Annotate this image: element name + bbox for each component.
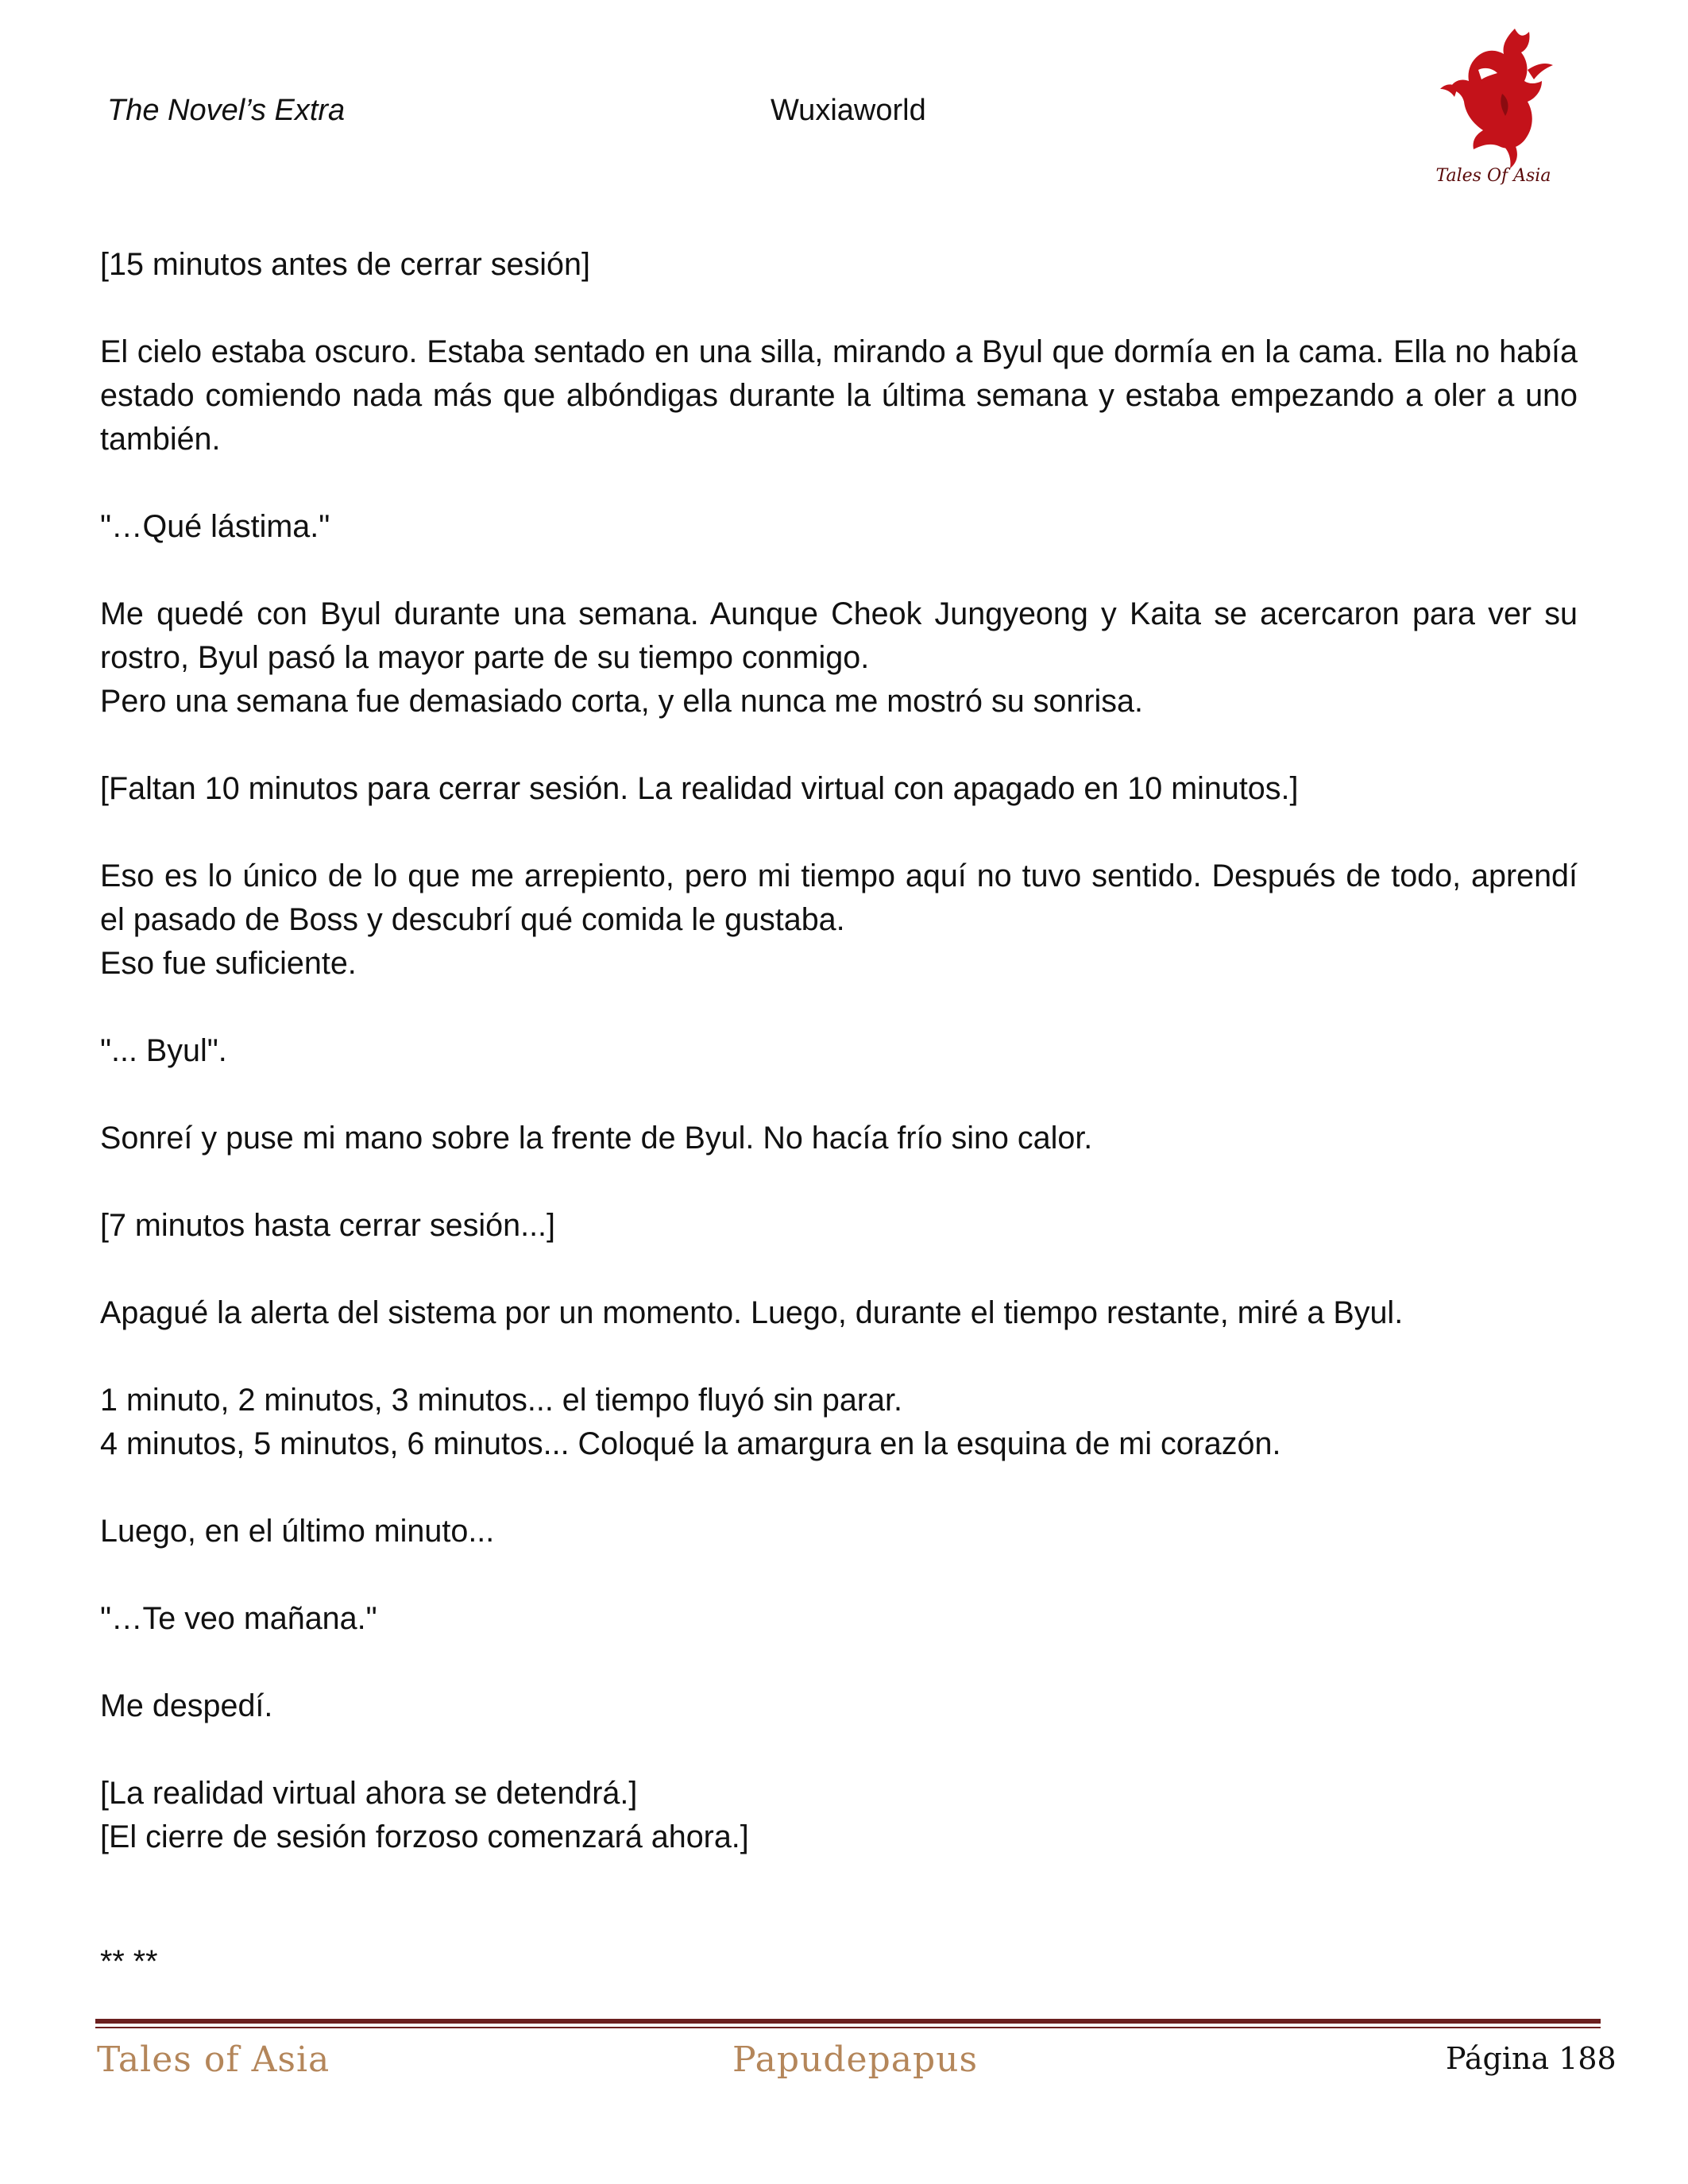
paragraph: [100, 1510, 1578, 1553]
paragraph: [100, 1597, 1578, 1641]
paragraph-line: Pero una semana fue demasiado corta, y ella nunca me mostró su sonrisa.: [100, 684, 1143, 719]
paragraph-line: Eso fue suficiente.: [100, 946, 357, 981]
paragraph: [100, 1684, 1578, 1728]
paragraph-line: 1 minuto, 2 minutos, 3 minutos... el tiempo fluyó sin parar.: [100, 1383, 902, 1418]
paragraph: [100, 1029, 1578, 1073]
paragraph: [100, 592, 1586, 723]
paragraph-line: Apagué la alerta del sistema por un momento. Luego, durante el tiempo restante, miré a Byul.: [100, 1295, 1404, 1330]
paragraph: [100, 1117, 1578, 1160]
paragraph-line: Me despedí.: [100, 1688, 273, 1723]
paragraph-line: "... Byul".: [100, 1033, 227, 1068]
chapter-body: [100, 243, 1586, 1903]
footer-translator: Papudepapus: [732, 2039, 979, 2080]
paragraph-line: [La realidad virtual ahora se detendrá.]: [100, 1776, 638, 1811]
page-number: Página 188: [1446, 2041, 1617, 2076]
paragraph-line: Eso es lo único de lo que me arrepiento, pero mi tiempo aquí no tuvo sentido. Después de todo, aprendí el pasado de Boss y descubrí qué comida le gustaba.: [100, 859, 1586, 937]
paragraph-line: "…Te veo mañana.": [100, 1601, 377, 1636]
logo-text: Tales Of Asia: [1435, 166, 1551, 186]
paragraph: [100, 243, 1578, 287]
paragraph-line: [El cierre de sesión forzoso comenzará ahora.]: [100, 1819, 749, 1854]
tales-of-asia-logo: [1426, 22, 1561, 189]
paragraph: [100, 1291, 1578, 1335]
paragraph-line: Me quedé con Byul durante una semana. Aunque Cheok Jungyeong y Kaita se acercaron para ver su rostro, Byul pasó la mayor parte de su tiempo conmigo.: [100, 596, 1586, 675]
paragraph-line: 4 minutos, 5 minutos, 6 minutos... Coloqué la amargura en la esquina de mi corazón.: [100, 1426, 1281, 1461]
section-separator: ** **: [100, 1944, 158, 1979]
paragraph: [100, 330, 1586, 461]
paragraph-line: Sonreí y puse mi mano sobre la frente de Byul. No hacía frío sino calor.: [100, 1121, 1093, 1156]
paragraph: [100, 1204, 1578, 1248]
paragraph: [100, 1772, 1578, 1859]
footer-rule-thick: [95, 2019, 1601, 2024]
paragraph: [100, 767, 1578, 811]
paragraph: [100, 855, 1586, 986]
paragraph: [100, 1379, 1578, 1466]
footer-rule-thin: [95, 2027, 1601, 2028]
site-name: Wuxiaworld: [771, 94, 926, 127]
footer-publisher: Tales of Asia: [97, 2039, 330, 2080]
paragraph-line: "…Qué lástima.": [100, 509, 330, 544]
paragraph-line: El cielo estaba oscuro. Estaba sentado en una silla, mirando a Byul que dormía en la cama. Ella no había estado comiendo nada más que albóndigas durante la última semana y estaba empezando a oler a uno también.: [100, 334, 1586, 457]
novel-title: The Novel’s Extra: [107, 94, 346, 127]
paragraph-line: [7 minutos hasta cerrar sesión...]: [100, 1208, 556, 1243]
paragraph-line: Luego, en el último minuto...: [100, 1514, 495, 1549]
paragraph: [100, 505, 1578, 549]
paragraph-line: [Faltan 10 minutos para cerrar sesión. La realidad virtual con apagado en 10 minutos.]: [100, 771, 1299, 806]
paragraph-line: [15 minutos antes de cerrar sesión]: [100, 247, 590, 282]
